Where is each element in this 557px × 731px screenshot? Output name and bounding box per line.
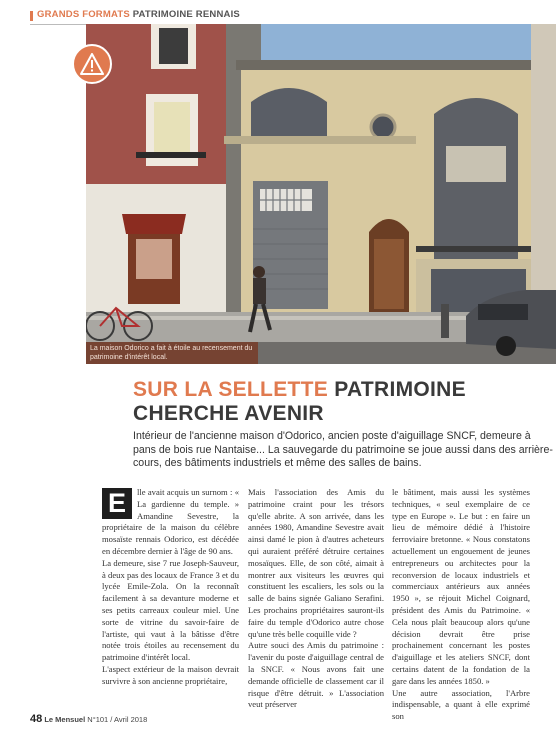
- col3-paragraph-1: le bâtiment, mais aussi les systèmes techniques, « seul exemplaire de ce type en Europe ». Le but : en faire un lieu de mémoire dédié à l'histoire ferroviaire bretonne. « Nous constatons actuellement un engouement de jeunes entrepreneurs ou architectes pour la reconversion de locaux industriels et commerciaux antérieurs aux années 1950 », se réjouit Michel Coignard, président des Amis du Patrimoine. « Cela nous plaît beaucoup alors qu'une décision devrait être prise prochainement concernant les postes d'aiguillage et les ateliers SNCF, dont certains datent de la fondation de la gare dans les années 1850. »: [392, 487, 530, 686]
- rubric-category: GRANDS FORMATS: [37, 9, 130, 20]
- col2-paragraph-1: Mais l'association des Amis du patrimoine craint pour les trésors qu'elle abrite. A son arrivée, dans les années 1980, Amandine Sevestre avait ainsi damé le pion à d'autres acheteurs qui auraient préféré détruire certaines mosaïques. Elle, de son côté, aimait à montrer aux visiteurs les œuvres qui constituent les escaliers, les sols ou la salle de bains signée Galiano Serafini. Les prochains propriétaires sauront-ils faire du temple d'Odorico autre chose qu'une très belle coquille vide ?: [248, 487, 384, 639]
- headline-rest: PATRIMOINE: [334, 378, 466, 401]
- article-headline: [133, 378, 553, 426]
- col1-end: L'aspect extérieur de la maison devrait survivre à son ancienne propriétaire,: [102, 663, 239, 686]
- headline-line2: CHERCHE AVENIR: [133, 402, 324, 425]
- article-column-2: [248, 487, 384, 711]
- page-folio: [30, 713, 147, 725]
- rubric-marker: [30, 11, 33, 21]
- col1-intro: lle avait acquis un surnom : « La gardienne du temple. » Amandine Sevestre, la propriétaire de la maison du célèbre mosaïste rennais Odorico, est décédée en décembre dernier à l'âge de 90 ans.: [102, 487, 239, 556]
- warning-triangle-icon: [80, 53, 104, 75]
- issue-info: N°101 / Avril 2018: [87, 715, 148, 724]
- street-photo: [86, 24, 556, 364]
- dropcap: E: [102, 488, 132, 519]
- col2-paragraph-2: Autre souci des Amis du patrimoine : l'avenir du poste d'aiguillage central de la SNCF. « Nous avons fait une demande officielle de classement car il risque d'être détruit. » L'association veut préserver: [248, 640, 384, 710]
- article-column-1: [102, 487, 239, 688]
- rubric-topic: PATRIMOINE RENNAIS: [132, 9, 240, 20]
- page-number: 48: [30, 713, 43, 725]
- magazine-name: Le Mensuel: [44, 715, 86, 724]
- warning-icon: [72, 44, 112, 84]
- headline-accent: SUR LA SELLETTE: [133, 378, 329, 401]
- page-header: [30, 9, 557, 23]
- article-lead: Intérieur de l'ancienne maison d'Odorico, ancien poste d'aiguillage SNCF, demeure à pans de bois rue Nantaise... La sauvegarde du patrimoine se joue aussi dans des arrière-cours, des bâtiments industriels et même des salles de bains.: [133, 430, 553, 470]
- article-column-3: [392, 487, 530, 723]
- street-photo-illustration: [86, 24, 556, 364]
- photo-caption: La maison Odorico a fait à étoile au recensement du patrimoine d'intérêt local.: [86, 342, 258, 364]
- col3-paragraph-2: Une autre association, l'Arbre indispensable, a quant à elle exprimé son: [392, 687, 530, 722]
- rubric: [37, 9, 240, 20]
- col1-paragraph: La demeure, sise 7 rue Joseph-Sauveur, à deux pas des locaux de France 3 et du lycée Emile-Zola. On la reconnaît facilement à sa devanture moderne et ses petits carreaux couleur miel. Une sorte de vitrine du savoir-faire de l'artiste, qui vaut à la bâtisse d'être notée trois étoiles au recensement du patrimoine d'intérêt local.: [102, 557, 239, 663]
